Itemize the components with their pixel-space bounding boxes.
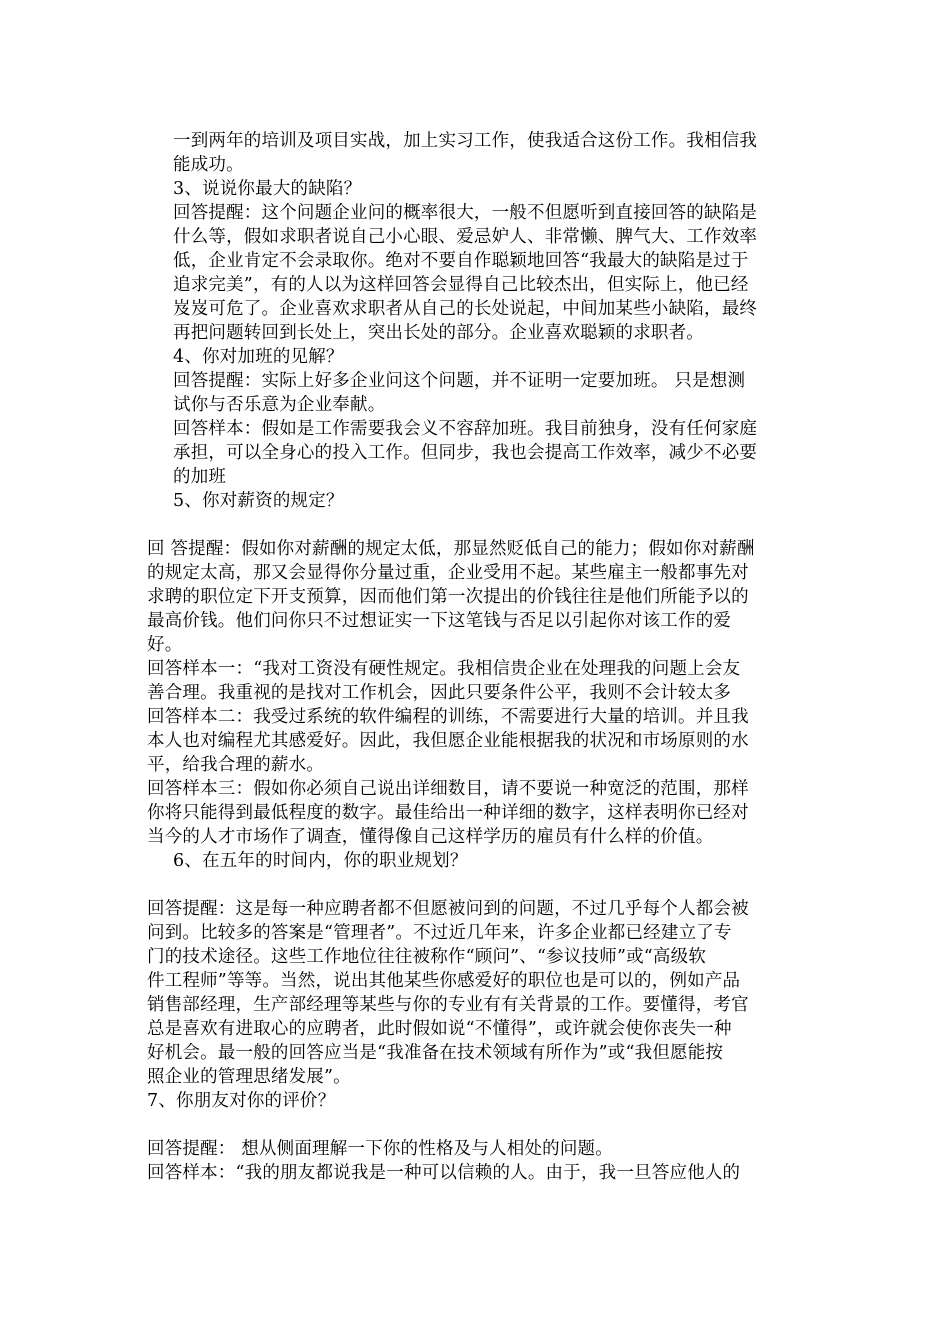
- question-heading-4: 4、你对加班的见解？: [173, 347, 344, 367]
- text-line: 追求完美”，有的人以为这样回答会显得自己比较杰出，但实际上，他已经: [173, 275, 749, 295]
- text-line: 什么等，假如求职者说自己小心眼、爱忌妒人、非常懒、脾气大、工作效率: [173, 227, 758, 247]
- text-line: 回答样本二：我受过系统的软件编程的训练，不需要进行大量的培训。并且我: [147, 707, 749, 727]
- text-line: 承担，可以全身心的投入工作。但同步，我也会提高工作效率，减少不必要: [173, 443, 758, 463]
- text-line: 善合理。我重视的是找对工作机会，因此只要条件公平，我则不会计较太多: [147, 683, 732, 703]
- text-line: 回答提醒：这个问题企业问的概率很大，一般不但愿听到直接回答的缺陷是: [173, 203, 758, 223]
- text-line: 能成功。: [173, 155, 244, 175]
- question-heading-6: 6、在五年的时间内，你的职业规划？: [173, 851, 468, 871]
- text-line: 的加班: [173, 467, 227, 487]
- text-line: 回 答提醒：假如你对薪酬的规定太低，那显然贬低自己的能力；假如你对薪酬: [147, 539, 755, 559]
- text-line: 件工程师”等等。当然，说出其他某些你感爱好的职位也是可以的，例如产品: [147, 971, 741, 991]
- text-line: 回答提醒： 想从侧面理解一下你的性格及与人相处的问题。: [147, 1139, 613, 1159]
- text-line: 回答样本三：假如你必须自己说出详细数目，请不要说一种宽泛的范围，那样: [147, 779, 749, 799]
- text-line: 低，企业肯定不会录取你。绝对不要自作聪颖地回答“我最大的缺陷是过于: [173, 251, 749, 271]
- text-line: 最高价钱。他们问你只不过想证实一下这笔钱与否足以引起你对该工作的爱: [147, 611, 732, 631]
- text-line: 岌岌可危了。企业喜欢求职者从自己的长处说起，中间加某些小缺陷，最终: [173, 299, 758, 319]
- text-line: 再把问题转回到长处上，突出长处的部分。企业喜欢聪颖的求职者。: [173, 323, 704, 343]
- text-line: 回答提醒：这是每一种应聘者都不但愿被问到的问题，不过几乎每个人都会被: [147, 899, 749, 919]
- text-line: 回答提醒：实际上好多企业问这个问题，并不证明一定要加班。 只是想测: [173, 371, 746, 391]
- text-line: 问到。比较多的答案是“管理者”。不过近几年来，许多企业都已经建立了专: [147, 923, 732, 943]
- text-line: 总是喜欢有进取心的应聘者，此时假如说“不懂得”，或许就会使你丧失一种: [147, 1019, 732, 1039]
- text-line: 回答样本：假如是工作需要我会义不容辞加班。我目前独身，没有任何家庭: [173, 419, 758, 439]
- text-line: 本人也对编程尤其感爱好。因此，我但愿企业能根据我的状况和市场原则的水: [147, 731, 749, 751]
- text-line: 当今的人才市场作了调查，懂得像自己这样学历的雇员有什么样的价值。: [147, 827, 714, 847]
- text-line: 你将只能得到最低程度的数字。最佳给出一种详细的数字，这样表明你已经对: [147, 803, 749, 823]
- text-line: 回答样本一：“我对工资没有硬性规定。我相信贵企业在处理我的问题上会友: [147, 659, 741, 679]
- text-line: 好机会。最一般的回答应当是“我准备在技术领域有所作为”或“我但愿能按: [147, 1043, 724, 1063]
- text-line: 求聘的职位定下开支预算，因而他们第一次提出的价钱往往是他们所能予以的: [147, 587, 749, 607]
- text-line: 的规定太高，那又会显得你分量过重，企业受用不起。某些雇主一般都事先对: [147, 563, 749, 583]
- text-line: 一到两年的培训及项目实战，加上实习工作，使我适合这份工作。我相信我: [173, 131, 758, 151]
- question-heading-3: 3、说说你最大的缺陷？: [173, 179, 362, 199]
- text-line: 门的技术途径。这些工作地位往往被称作“顾问”、“参议技师”或“高级软: [147, 947, 707, 967]
- text-line: 试你与否乐意为企业奉献。: [173, 395, 386, 415]
- text-line: 好。: [147, 635, 183, 655]
- text-line: 销售部经理，生产部经理等某些与你的专业有有关背景的工作。要懂得，考官: [147, 995, 749, 1015]
- text-line: 回答样本：“我的朋友都说我是一种可以信赖的人。由于，我一旦答应他人的: [147, 1163, 741, 1183]
- text-line: 照企业的管理思绪发展”。: [147, 1067, 351, 1087]
- question-heading-7: 7、你朋友对你的评价？: [147, 1091, 336, 1111]
- text-line: 平，给我合理的薪水。: [147, 755, 324, 775]
- question-heading-5: 5、你对薪资的规定？: [173, 491, 344, 511]
